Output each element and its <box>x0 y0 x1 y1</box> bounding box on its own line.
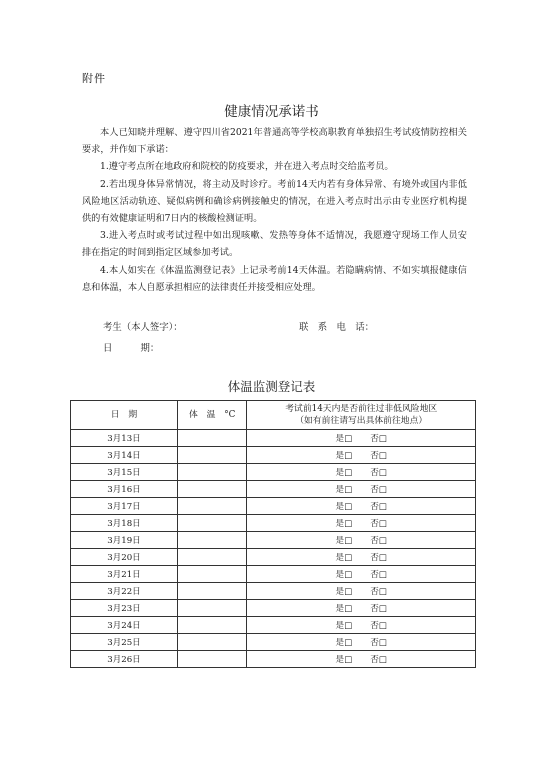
signature-date-label: 日 期： <box>103 343 160 354</box>
no-checkbox[interactable]: 否□ <box>370 604 387 614</box>
no-checkbox[interactable]: 否□ <box>370 587 387 597</box>
yes-checkbox[interactable]: 是□ <box>335 468 353 478</box>
row-date: 3月14日 <box>71 447 178 464</box>
commitment-item-4: 4.本人如实在《体温监测登记表》上记录考前14天体温。若隐瞒病情、不如实填报健康信息和体温，本人自愿承担相应的法律责任并接受相应处理。 <box>82 264 467 293</box>
no-checkbox[interactable]: 否□ <box>370 570 387 580</box>
row-risk-choice <box>247 481 476 498</box>
row-risk-choice <box>247 549 476 566</box>
row-date: 3月16日 <box>71 481 178 498</box>
row-temperature-cell[interactable] <box>177 481 246 498</box>
table-row <box>71 566 476 583</box>
row-date: 3月20日 <box>71 549 178 566</box>
no-checkbox[interactable]: 否□ <box>370 553 387 563</box>
no-checkbox[interactable]: 否□ <box>370 621 387 631</box>
yes-checkbox[interactable]: 是□ <box>335 519 353 529</box>
row-date: 3月26日 <box>71 651 178 668</box>
commitment-item-1: 1.遵守考点所在地政府和院校的防疫要求，并在进入考点时交给监考员。 <box>100 161 394 173</box>
row-risk-choice <box>247 515 476 532</box>
table-row <box>71 447 476 464</box>
row-risk-choice <box>247 583 476 600</box>
table-row <box>71 498 476 515</box>
appendix-label: 附件 <box>82 72 106 85</box>
row-temperature-cell[interactable] <box>177 549 246 566</box>
row-date: 3月23日 <box>71 600 178 617</box>
row-date: 3月22日 <box>71 583 178 600</box>
yes-checkbox[interactable]: 是□ <box>335 485 353 495</box>
row-temperature-cell[interactable] <box>177 566 246 583</box>
temperature-log-title: 体温监测登记表 <box>227 379 316 394</box>
no-checkbox[interactable]: 否□ <box>370 451 387 461</box>
table-header-row <box>71 401 476 430</box>
row-temperature-cell[interactable] <box>177 515 246 532</box>
row-date: 3月19日 <box>71 532 178 549</box>
table-row <box>71 583 476 600</box>
table-row <box>71 464 476 481</box>
yes-checkbox[interactable]: 是□ <box>335 604 353 614</box>
row-risk-choice <box>247 617 476 634</box>
row-risk-choice <box>247 447 476 464</box>
intro-paragraph: 本人已知晓并理解、遵守四川省2021年普通高等学校高职教育单独招生考试疫情防控相关要求，并作如下承诺： <box>82 127 467 156</box>
commitment-body <box>82 124 467 296</box>
table-row <box>71 481 476 498</box>
row-risk-choice <box>247 464 476 481</box>
table-row <box>71 549 476 566</box>
yes-checkbox[interactable]: 是□ <box>335 638 353 648</box>
yes-checkbox[interactable]: 是□ <box>335 621 353 631</box>
table-row <box>71 634 476 651</box>
header-date: 日 期 <box>71 401 178 430</box>
no-checkbox[interactable]: 否□ <box>370 502 387 512</box>
commitment-item-3: 3.进入考点时或考试过程中如出现咳嗽、发热等身体不适情况，我愿遵守现场工作人员安排在指定的时间到指定区域参加考试。 <box>82 230 467 259</box>
table-row <box>71 515 476 532</box>
row-risk-choice <box>247 430 476 447</box>
row-temperature-cell[interactable] <box>177 430 246 447</box>
no-checkbox[interactable]: 否□ <box>370 468 387 478</box>
row-date: 3月24日 <box>71 617 178 634</box>
row-temperature-cell[interactable] <box>177 634 246 651</box>
row-temperature-cell[interactable] <box>177 600 246 617</box>
no-checkbox[interactable]: 否□ <box>370 655 387 665</box>
header-risk-line-2: （如有前往请写出具体前往地点） <box>295 416 428 426</box>
no-checkbox[interactable]: 否□ <box>370 434 387 444</box>
yes-checkbox[interactable]: 是□ <box>335 587 353 597</box>
row-date: 3月17日 <box>71 498 178 515</box>
row-temperature-cell[interactable] <box>177 447 246 464</box>
table-body <box>71 430 476 668</box>
header-temperature: 体 温 °C <box>177 401 246 430</box>
no-checkbox[interactable]: 否□ <box>370 536 387 546</box>
yes-checkbox[interactable]: 是□ <box>335 570 353 580</box>
commitment-item-2: 2.若出现身体异常情况，将主动及时诊疗。考前14天内若有身体异常、有境外或国内非低风险地区活动轨迹、疑似病例和确诊病例接触史的情况，在进入考点时出示由专业医疗机构提供的有效健康证明和7日内的核酸检测证明。 <box>82 178 467 225</box>
no-checkbox[interactable]: 否□ <box>370 485 387 495</box>
row-risk-choice <box>247 566 476 583</box>
yes-checkbox[interactable]: 是□ <box>335 451 353 461</box>
row-date: 3月13日 <box>71 430 178 447</box>
table-row <box>71 600 476 617</box>
row-temperature-cell[interactable] <box>177 532 246 549</box>
temperature-log-table <box>70 400 476 668</box>
contact-phone-label: 联 系 电 话： <box>299 322 375 333</box>
header-risk-line-1: 考试前14天内是否前往过非低风险地区 <box>285 404 438 414</box>
row-temperature-cell[interactable] <box>177 583 246 600</box>
row-temperature-cell[interactable] <box>177 651 246 668</box>
candidate-signature-label: 考生（本人签字）： <box>103 322 183 333</box>
row-risk-choice <box>247 651 476 668</box>
row-risk-choice <box>247 532 476 549</box>
row-date: 3月25日 <box>71 634 178 651</box>
row-temperature-cell[interactable] <box>177 498 246 515</box>
row-date: 3月18日 <box>71 515 178 532</box>
table-row <box>71 430 476 447</box>
document-title: 健康情况承诺书 <box>224 104 319 120</box>
row-date: 3月15日 <box>71 464 178 481</box>
row-temperature-cell[interactable] <box>177 617 246 634</box>
row-risk-choice <box>247 498 476 515</box>
row-temperature-cell[interactable] <box>177 464 246 481</box>
no-checkbox[interactable]: 否□ <box>370 638 387 648</box>
header-risk-travel <box>247 401 476 430</box>
table-row <box>71 617 476 634</box>
yes-checkbox[interactable]: 是□ <box>335 655 353 665</box>
yes-checkbox[interactable]: 是□ <box>335 553 353 563</box>
row-risk-choice <box>247 634 476 651</box>
table-row <box>71 532 476 549</box>
table-row <box>71 651 476 668</box>
yes-checkbox[interactable]: 是□ <box>335 434 353 444</box>
yes-checkbox[interactable]: 是□ <box>335 536 353 546</box>
row-date: 3月21日 <box>71 566 178 583</box>
no-checkbox[interactable]: 否□ <box>370 519 387 529</box>
row-risk-choice <box>247 600 476 617</box>
yes-checkbox[interactable]: 是□ <box>335 502 353 512</box>
